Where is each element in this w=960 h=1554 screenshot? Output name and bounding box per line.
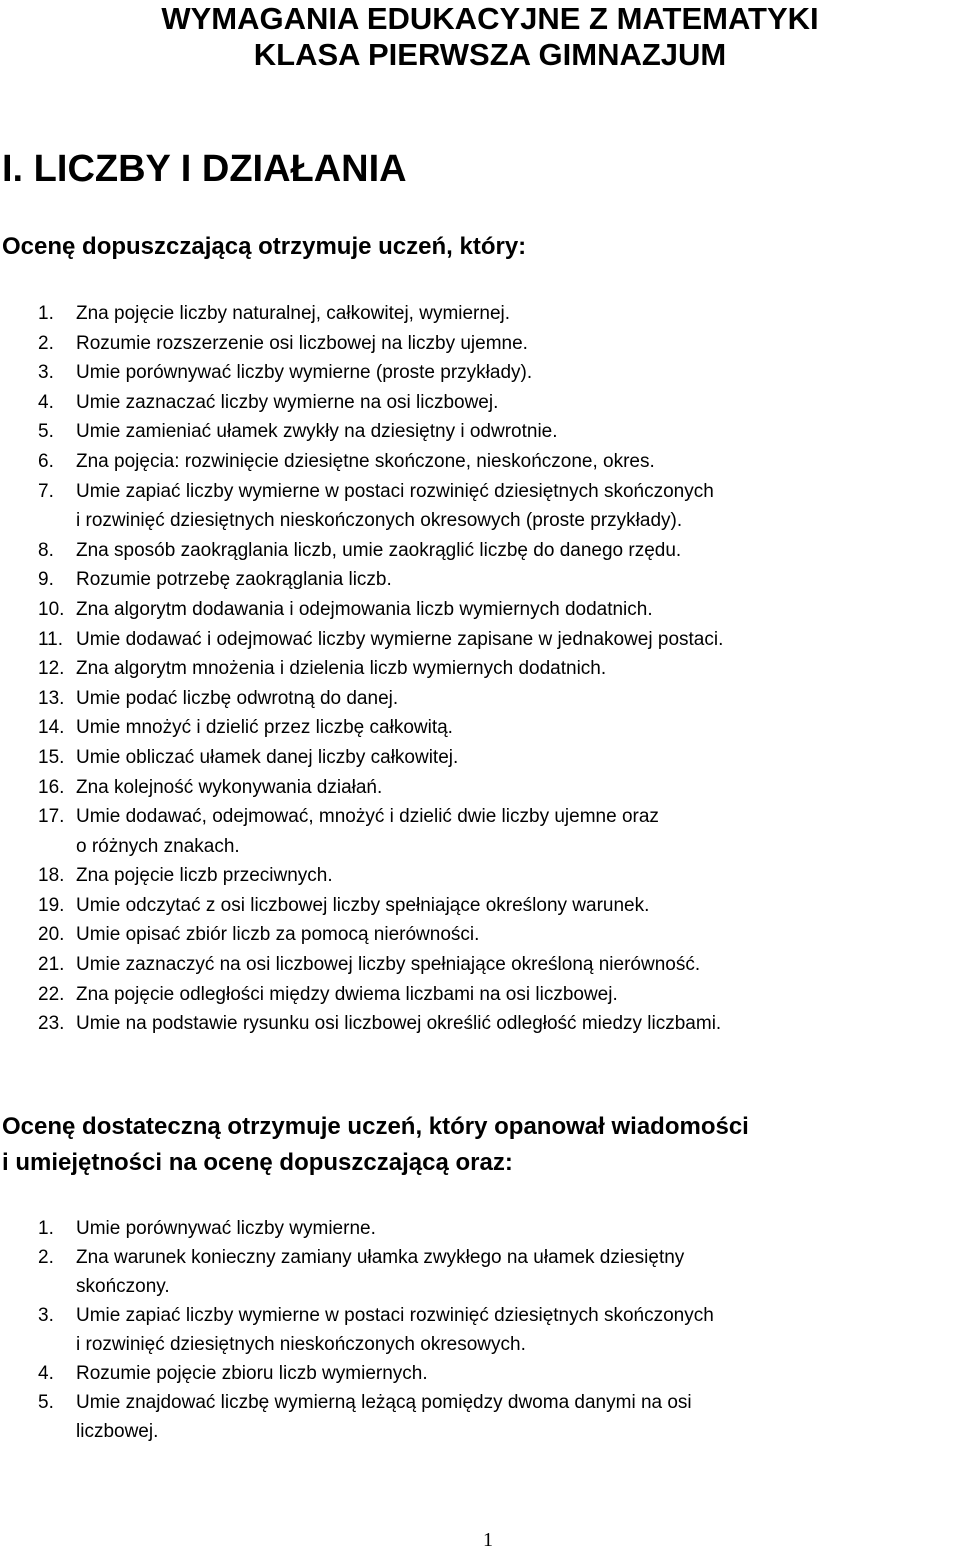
- grade-dostateczna-heading-line-1: Ocenę dostateczną otrzymuje uczeń, który opanował wiadomości: [2, 1113, 749, 1140]
- list-item: [0, 329, 723, 359]
- list-item-text: Zna pojęcie liczby naturalnej, całkowitej, wymiernej.: [76, 303, 511, 324]
- list-item: [0, 1301, 714, 1359]
- list-item-number: 2.: [38, 332, 54, 354]
- list-item-number: 21.: [38, 954, 65, 976]
- list-item: [0, 1009, 723, 1039]
- list-item-number: 12.: [38, 658, 65, 680]
- list-item: [0, 299, 723, 329]
- list-item: [0, 625, 723, 655]
- list-item-number: 4.: [38, 391, 54, 413]
- list-item: [0, 743, 723, 773]
- list-item-number: 3.: [38, 1305, 54, 1326]
- list-item-text: Umie obliczać ułamek danej liczby całkowitej.: [76, 746, 459, 768]
- list-item: [0, 388, 723, 418]
- list-item-text: Rozumie pojęcie zbioru liczb wymiernych.: [76, 1363, 428, 1384]
- list-item-number: 5.: [38, 1392, 54, 1413]
- list-item-number: 13.: [38, 687, 65, 709]
- page-number: 1: [483, 1529, 493, 1551]
- list-item-text: Zna kolejność wykonywania działań.: [76, 776, 383, 798]
- list-item-number: 5.: [38, 421, 54, 443]
- list-item-text: Umie opisać zbiór liczb za pomocą nierówności.: [76, 924, 480, 946]
- list-item-text: Zna pojęcie odległości między dwiema liczbami na osi liczbowej.: [76, 983, 618, 1005]
- list-item-text: Zna algorytm mnożenia i dzielenia liczb wymiernych dodatnich.: [76, 658, 607, 680]
- list-item-number: 22.: [38, 983, 65, 1005]
- list-item: [0, 802, 723, 861]
- list-item-text: Zna pojęcie liczb przeciwnych.: [76, 865, 333, 887]
- list-item-number: 17.: [38, 806, 65, 828]
- list-item-number: 2.: [38, 1247, 54, 1268]
- list-item-number: 9.: [38, 569, 54, 591]
- list-item-number: 7.: [38, 480, 54, 502]
- list-item-number: 15.: [38, 746, 65, 768]
- list-item: [0, 920, 723, 950]
- list-item: [0, 950, 723, 980]
- list-item: [0, 358, 723, 388]
- list-item: [0, 654, 723, 684]
- list-item: [0, 980, 723, 1010]
- list-item: [0, 713, 723, 743]
- grade-dostateczna-list: [0, 1214, 714, 1446]
- list-item-text: Zna pojęcia: rozwinięcie dziesiętne skończone, nieskończone, okres.: [76, 450, 655, 472]
- grade-dostateczna-heading-line-2: i umiejętności na ocenę dopuszczającą oraz:: [2, 1149, 513, 1176]
- grade-dopuszczajaca-heading: Ocenę dopuszczającą otrzymuje uczeń, który:: [2, 233, 527, 260]
- list-item-text: Zna algorytm dodawania i odejmowania liczb wymiernych dodatnich.: [76, 598, 653, 620]
- list-item-text: Umie porównywać liczby wymierne.: [76, 1218, 376, 1239]
- list-item-text: Rozumie potrzebę zaokrąglania liczb.: [76, 569, 392, 591]
- list-item-number: 1.: [38, 303, 54, 324]
- list-item-number: 4.: [38, 1363, 54, 1384]
- list-item-text: Umie zamieniać ułamek zwykły na dziesiętny i odwrotnie.: [76, 421, 558, 443]
- list-item-text: Umie porównywać liczby wymierne (proste przykłady).: [76, 362, 533, 384]
- list-item: [0, 595, 723, 625]
- list-item-text: Umie zapiać liczby wymierne w postaci rozwinięć dziesiętnych skończonych i rozwinięć dziesiętnych nieskończonych okresowych.: [76, 1305, 714, 1355]
- list-item-text: Umie dodawać, odejmować, mnożyć i dzielić dwie liczby ujemne oraz o różnych znakach.: [76, 806, 659, 857]
- list-item-number: 14.: [38, 717, 65, 739]
- list-item-text: Umie podać liczbę odwrotną do danej.: [76, 687, 399, 709]
- list-item-number: 11.: [38, 628, 64, 650]
- list-item: [0, 1359, 714, 1388]
- document-title-line-2: KLASA PIERWSZA GIMNAZJUM: [253, 37, 727, 72]
- list-item-text: Umie dodawać i odejmować liczby wymierne zapisane w jednakowej postaci.: [76, 628, 724, 650]
- section-title: I. LICZBY I DZIAŁANIA: [2, 148, 407, 190]
- list-item: [0, 1243, 714, 1301]
- list-item-number: 23.: [38, 1013, 65, 1035]
- list-item-text: Umie odczytać z osi liczbowej liczby spełniające określony warunek.: [76, 894, 650, 916]
- list-item-number: 18.: [38, 865, 65, 887]
- list-item-number: 20.: [38, 924, 65, 946]
- list-item: [0, 1388, 714, 1446]
- list-item: [0, 684, 723, 714]
- list-item: [0, 861, 723, 891]
- list-item-number: 3.: [38, 362, 54, 384]
- list-item-text: Umie zaznaczyć na osi liczbowej liczby spełniające określoną nierówność.: [76, 954, 701, 976]
- list-item: [0, 565, 723, 595]
- list-item-text: Umie na podstawie rysunku osi liczbowej określić odległość miedzy liczbami.: [76, 1013, 722, 1035]
- list-item: [0, 1214, 714, 1243]
- list-item-number: 1.: [38, 1218, 54, 1239]
- list-item-text: Rozumie rozszerzenie osi liczbowej na liczby ujemne.: [76, 332, 528, 354]
- list-item: [0, 447, 723, 477]
- list-item-text: Zna sposób zaokrąglania liczb, umie zaokrąglić liczbę do danego rzędu.: [76, 539, 682, 561]
- list-item-text: Umie zapiać liczby wymierne w postaci rozwinięć dziesiętnych skończonych i rozwinięć dziesiętnych nieskończonych okresowych (proste przykłady).: [76, 480, 714, 532]
- list-item-text: Umie zaznaczać liczby wymierne na osi liczbowej.: [76, 391, 499, 413]
- grade-dopuszczajaca-list: [0, 299, 723, 1039]
- list-item-number: 6.: [38, 450, 54, 472]
- list-item-text: Zna warunek konieczny zamiany ułamka zwykłego na ułamek dziesiętny skończony.: [76, 1247, 685, 1297]
- list-item-number: 10.: [38, 598, 65, 620]
- list-item: [0, 773, 723, 803]
- list-item: [0, 536, 723, 566]
- list-item-number: 16.: [38, 776, 65, 798]
- list-item: [0, 477, 723, 536]
- list-item: [0, 891, 723, 921]
- list-item-text: Umie mnożyć i dzielić przez liczbę całkowitą.: [76, 717, 453, 739]
- list-item-text: Umie znajdować liczbę wymierną leżącą pomiędzy dwoma danymi na osi liczbowej.: [76, 1392, 692, 1442]
- list-item-number: 8.: [38, 539, 54, 561]
- list-item-number: 19.: [38, 894, 65, 916]
- list-item: [0, 417, 723, 447]
- document-title-line-1: WYMAGANIA EDUKACYJNE Z MATEMATYKI: [161, 1, 819, 36]
